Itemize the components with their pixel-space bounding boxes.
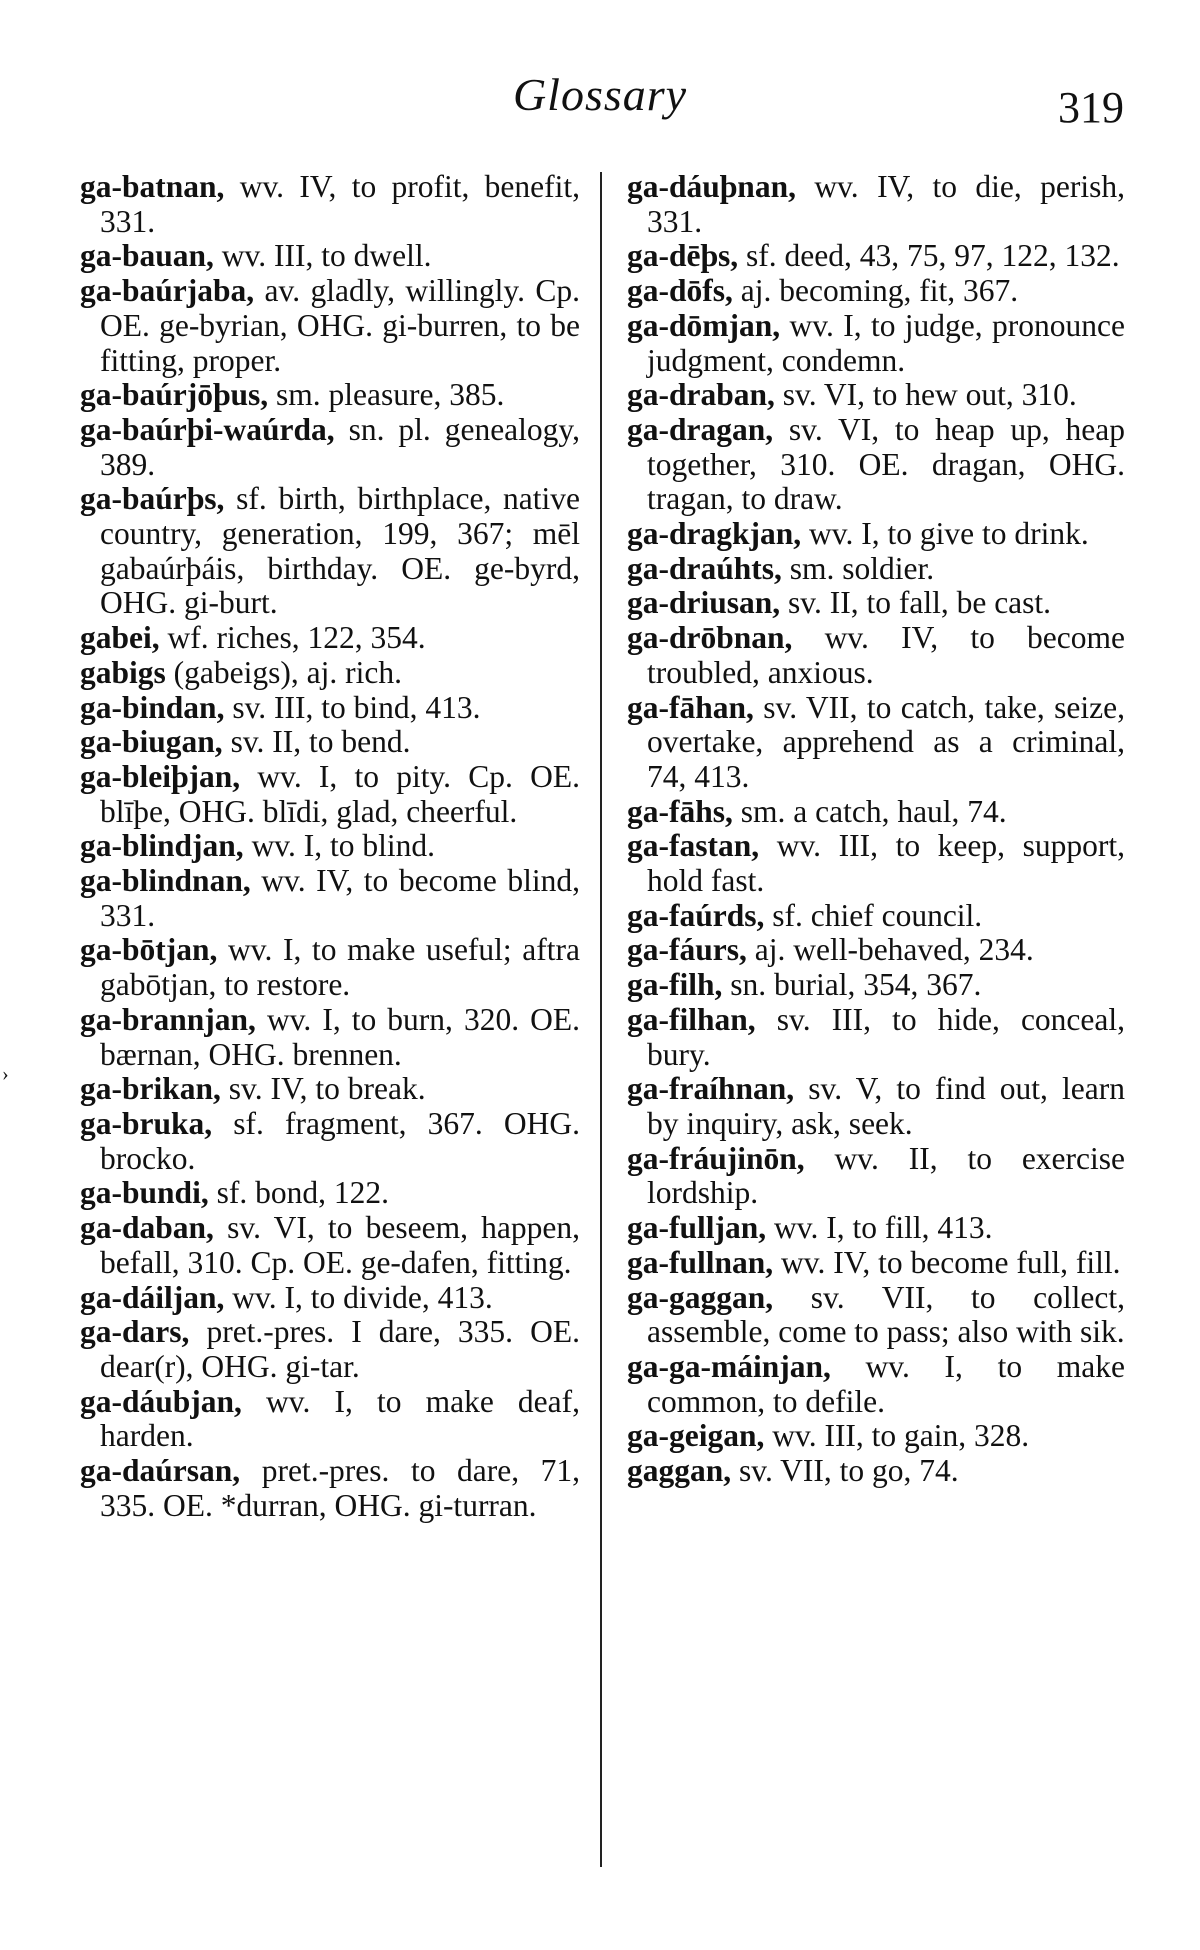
glossary-entry — [627, 1142, 1125, 1211]
page-number: 319 — [1058, 83, 1124, 132]
page-title: Glossary — [512, 69, 688, 120]
glossary-entry — [80, 274, 580, 378]
glossary-entry — [80, 1454, 580, 1523]
definition: wv. I, to burn, 320. OE. bærnan, OHG. brennen. — [100, 1001, 580, 1072]
glossary-entry — [627, 829, 1125, 898]
definition: wv. I, to fill, 413. — [766, 1210, 993, 1246]
glossary-entry — [627, 378, 1125, 413]
glossary-entry — [627, 1281, 1125, 1350]
headword: ga-bōtjan, — [80, 932, 218, 968]
definition: wv. I, to make common, to defile. — [647, 1348, 1125, 1419]
headword: ga-filhan, — [627, 1001, 756, 1037]
definition: wv. III, to dwell. — [213, 238, 432, 274]
headword: ga-dēþs, — [627, 238, 739, 274]
glossary-entry — [80, 239, 580, 274]
headword: ga-dáuþnan, — [627, 169, 796, 204]
headword: ga-driusan, — [627, 585, 781, 621]
definition: wv. I, to pity. Cp. OE. blīþe, OHG. blīdi, glad, cheerful. — [100, 758, 580, 829]
definition: wv. II, to exercise lordship. — [647, 1140, 1125, 1211]
glossary-entry — [80, 413, 580, 482]
headword: ga-batnan, — [80, 169, 225, 204]
definition: wv. III, to gain, 328. — [764, 1418, 1030, 1454]
glossary-entry — [80, 1176, 580, 1211]
glossary-entry — [80, 691, 580, 726]
headword: ga-dars, — [80, 1314, 190, 1350]
definition: sf. chief council. — [764, 897, 983, 933]
glossary-entry — [80, 482, 580, 621]
glossary-entry — [627, 1003, 1125, 1072]
headword: ga-gaggan, — [627, 1279, 774, 1315]
margin-mark: › — [2, 1063, 9, 1085]
definition: sm. pleasure, 385. — [268, 377, 505, 413]
definition: wv. IV, to become troubled, anxious. — [647, 620, 1125, 690]
glossary-entry — [80, 760, 580, 829]
glossary-entry — [80, 933, 580, 1002]
headword: ga-dōfs, — [627, 273, 733, 309]
glossary-entry — [627, 552, 1125, 587]
definition: sv. VII, to collect, assemble, come to pass; also with sik. — [647, 1279, 1125, 1350]
headword: ga-dragan, — [627, 411, 774, 447]
headword: ga-fastan, — [627, 828, 760, 864]
definition: wv. IV, to become blind, 331. — [100, 863, 580, 933]
glossary-entry — [80, 829, 580, 864]
headword: ga-bauan, — [80, 238, 214, 274]
glossary-entry — [627, 933, 1125, 968]
definition: wv. I, to judge, pronounce judgment, condemn. — [647, 307, 1125, 378]
headword: ga-blindjan, — [80, 828, 244, 864]
glossary-entry — [80, 1107, 580, 1176]
headword: ga-blindnan, — [80, 863, 251, 899]
headword: ga-baúrþi-waúrda, — [80, 411, 335, 447]
definition: aj. well-behaved, 234. — [746, 932, 1034, 968]
glossary-entry — [80, 170, 580, 239]
headword: ga-fraíhnan, — [627, 1071, 795, 1107]
glossary-entry — [80, 725, 580, 760]
glossary-entry — [627, 170, 1125, 239]
headword: ga-brannjan, — [80, 1001, 256, 1037]
glossary-entry — [80, 1281, 580, 1316]
glossary-entry — [627, 1211, 1125, 1246]
glossary-entry — [627, 691, 1125, 795]
definition: sf. birth, birthplace, native country, generation, 199, 367; mēl gabaúrþáis, birthday. OE. ge-byrd, OHG. gi-burt. — [100, 481, 580, 621]
definition: sm. soldier. — [781, 550, 935, 586]
headword: ga-faúrds, — [627, 897, 765, 933]
glossary-entry — [627, 1419, 1125, 1454]
glossary-entry — [80, 864, 580, 933]
definition: sv. II, to fall, be cast. — [780, 585, 1052, 621]
definition: sn. pl. genealogy, 389. — [100, 411, 580, 482]
glossary-entry — [80, 1072, 580, 1107]
headword: ga-draban, — [627, 377, 775, 413]
definition: wv. IV, to die, perish, 331. — [647, 169, 1125, 239]
headword: ga-fāhs, — [627, 793, 733, 829]
glossary-entry — [80, 378, 580, 413]
definition: wv. I, to make useful; aftra gabōtjan, to restore. — [100, 932, 580, 1003]
headword: ga-filh, — [627, 967, 723, 1003]
glossary-entry — [627, 239, 1125, 274]
glossary-entry — [627, 309, 1125, 378]
definition: av. gladly, willingly. Cp. OE. ge-byrian, OHG. gi-burren, to be fitting, proper. — [100, 273, 580, 378]
glossary-entry — [80, 1385, 580, 1454]
headword: ga-drōbnan, — [627, 620, 793, 656]
glossary-entry — [627, 1072, 1125, 1141]
glossary-entry — [627, 621, 1125, 690]
definition: sf. bond, 122. — [208, 1175, 389, 1211]
definition: wv. I, to blind. — [243, 828, 436, 864]
definition: sf. deed, 43, 75, 97, 122, 132. — [738, 238, 1120, 274]
column-divider — [600, 172, 602, 1867]
definition: sv. IV, to break. — [220, 1071, 426, 1107]
headword: ga-ga-máinjan, — [627, 1348, 831, 1384]
headword: ga-bindan, — [80, 689, 225, 725]
glossary-entry — [80, 656, 580, 691]
glossary-entry — [627, 968, 1125, 1003]
glossary-entry — [627, 586, 1125, 621]
headword: ga-bruka, — [80, 1105, 213, 1141]
glossary-entry — [627, 1350, 1125, 1419]
glossary-entry — [627, 517, 1125, 552]
glossary-entry — [627, 899, 1125, 934]
headword: ga-baúrjōþus, — [80, 377, 269, 413]
definition: sv. III, to hide, conceal, bury. — [647, 1001, 1125, 1072]
glossary-entry — [80, 1003, 580, 1072]
definition: (gabeigs), aj. rich. — [165, 654, 402, 690]
headword: ga-dáubjan, — [80, 1383, 242, 1419]
headword: ga-baúrþs, — [80, 481, 225, 517]
glossary-entry — [627, 1246, 1125, 1281]
definition: pret.-pres. I dare, 335. OE. dear(r), OHG. gi-tar. — [100, 1314, 580, 1384]
definition: sn. burial, 354, 367. — [722, 967, 982, 1003]
glossary-entry — [627, 274, 1125, 309]
headword: ga-bundi, — [80, 1175, 209, 1211]
headword: ga-daban, — [80, 1210, 214, 1246]
definition: sv. VII, to catch, take, seize, overtake, apprehend as a criminal, 74, 413. — [647, 689, 1125, 794]
definition: wv. I, to divide, 413. — [224, 1279, 493, 1315]
headword: ga-baúrjaba, — [80, 273, 255, 309]
headword: ga-draúhts, — [627, 550, 782, 586]
definition: wv. IV, to become full, fill. — [773, 1244, 1121, 1280]
definition: sf. fragment, 367. OHG. brocko. — [100, 1105, 580, 1176]
definition: sv. VI, to heap up, heap together, 310. OE. dragan, OHG. tragan, to draw. — [647, 411, 1125, 517]
definition: sv. VI, to hew out, 310. — [774, 377, 1077, 413]
definition: sv. VII, to go, 74. — [731, 1453, 959, 1489]
headword: ga-dáiljan, — [80, 1279, 225, 1315]
definition: aj. becoming, fit, 367. — [732, 273, 1019, 309]
glossary-entry — [627, 413, 1125, 517]
definition: wv. IV, to profit, benefit, 331. — [100, 169, 580, 239]
left-column — [80, 170, 580, 1523]
headword: ga-fulljan, — [627, 1210, 767, 1246]
headword: ga-daúrsan, — [80, 1453, 241, 1489]
page-header — [0, 60, 1200, 140]
headword: ga-dōmjan, — [627, 307, 781, 343]
glossary-entry — [627, 1454, 1125, 1489]
definition: wf. riches, 122, 354. — [159, 620, 426, 656]
definition: sv. III, to bind, 413. — [224, 689, 481, 725]
headword: ga-dragkjan, — [627, 516, 802, 552]
glossary-entry — [80, 621, 580, 656]
headword: ga-geigan, — [627, 1418, 765, 1454]
headword: gaggan, — [627, 1453, 732, 1489]
definition: wv. I, to give to drink. — [801, 516, 1089, 552]
headword: ga-biugan, — [80, 724, 223, 760]
headword: ga-fāhan, — [627, 689, 754, 725]
definition: sv. V, to find out, learn by inquiry, ask, seek. — [647, 1071, 1125, 1141]
definition: pret.-pres. to dare, 71, 335. OE. *durran, OHG. gi-turran. — [100, 1453, 580, 1523]
glossary-entry — [80, 1211, 580, 1280]
right-column — [627, 170, 1125, 1489]
definition: sm. a catch, haul, 74. — [732, 793, 1007, 829]
headword: gabigs — [80, 654, 166, 690]
headword: ga-brikan, — [80, 1071, 221, 1107]
glossary-entry — [627, 795, 1125, 830]
definition: wv. I, to make deaf, harden. — [100, 1383, 580, 1454]
definition: sv. II, to bend. — [222, 724, 411, 760]
definition: sv. VI, to beseem, happen, befall, 310. Cp. OE. ge-dafen, fitting. — [100, 1210, 580, 1280]
glossary-entry — [80, 1315, 580, 1384]
headword: gabei, — [80, 620, 160, 656]
definition: wv. III, to keep, support, hold fast. — [647, 828, 1125, 899]
headword: ga-bleiþjan, — [80, 758, 241, 794]
headword: ga-fráujinōn, — [627, 1140, 805, 1176]
headword: ga-fullnan, — [627, 1244, 774, 1280]
headword: ga-fáurs, — [627, 932, 747, 968]
